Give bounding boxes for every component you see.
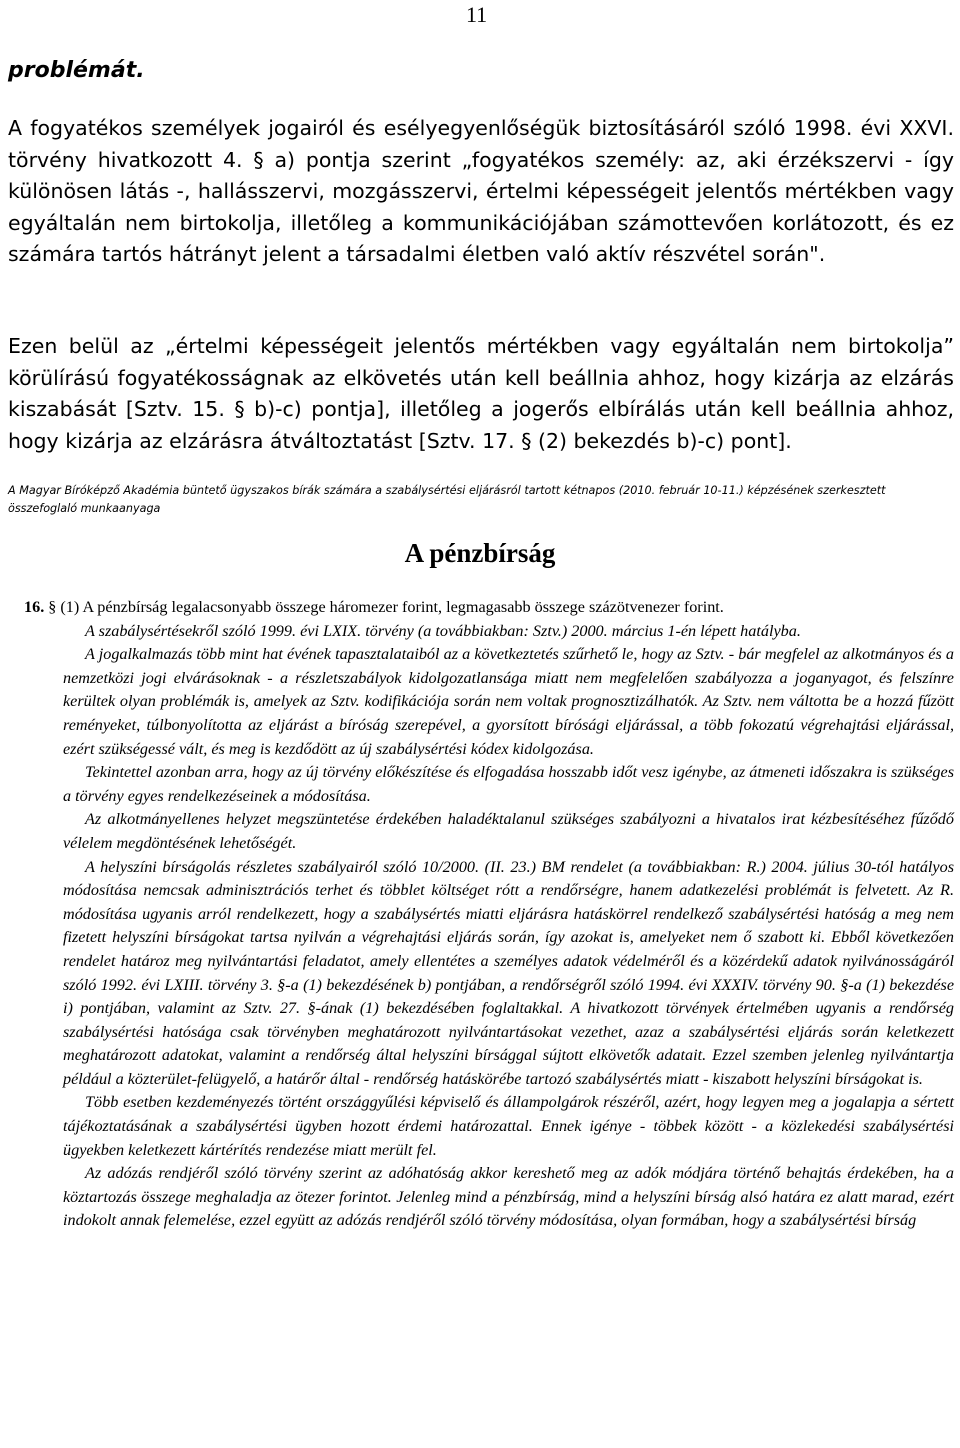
top-heading: problémát. <box>8 58 145 83</box>
commentary-paragraph: Az alkotmányellenes helyzet megszüntetése érdekében haladéktalanul szükséges szabályozni a hivatalos irat kézbesítéséhez fűződő vélelem megdöntésének lehetőségét. <box>63 810 954 852</box>
paragraph-intellectual-disability: Ezen belül az „értelmi képességeit jelentős mértékben vagy egyáltalán nem birtokolja” körülírású fogyatékosságnak az elkövetés után kell beállnia ahhoz, hogy kizárja az elzárás kiszabását [Sztv. 15. § b)-c) pontja], illetőleg a jogerős elbírálás után kell beállnia ahhoz, hogy kizárja az elzárásra átváltoztatást [Sztv. 17. § (2) bekezdés b)-c) pont]. <box>8 334 954 453</box>
section-paragraph <box>24 596 954 620</box>
commentary-paragraph: Tekintettel azonban arra, hogy az új törvény előkészítése és elfogadása hosszabb időt vesz igénybe, az átmeneti időszakra is szükséges a törvény egyes rendelkezéseinek a módosítása. <box>63 763 954 805</box>
commentary-paragraph: Az adózás rendjéről szóló törvény szerint az adóhatóság akkor kereshető meg az adók módjára történő behajtás érdekében, ha a köztartozás összege meghaladja az ötezer forintot. Jelenleg mind a pénzbírság, mind a helyszíni bírság alsó határa ez alatt marad, ezért indokolt annak felemelése, ezzel együtt az adózás rendjéről szóló törvény módosítása, olyan formában, hogy a szabálysértési bírság <box>63 1164 954 1230</box>
commentary-paragraph: Több esetben kezdeményezés történt országgyűlési képviselő és állampolgárok részéről, azért, hogy legyen meg a jogalapja a sértett tájékoztatásának a szabálysértési ügyben hozott érdemi határozattal. Ennek igénye - többek között - a közlekedési szabálysértési ügyekben keletkezett kártérítés rendezése miatt merült fel. <box>63 1093 954 1159</box>
page-number: 11 <box>466 2 488 27</box>
section-text: § (1) A pénzbírság legalacsonyabb összege háromezer forint, legmagasabb összege százötvenezer forint. <box>44 598 724 616</box>
commentary-paragraph: A szabálysértésekről szóló 1999. évi LXIX. törvény (a továbbiakban: Sztv.) 2000. március 1-én lépett hatályba. <box>85 621 801 640</box>
section-number: 16. <box>24 598 45 616</box>
paragraph-definition: A fogyatékos személyek jogairól és esélyegyenlőségük biztosításáról szóló 1998. évi XXVI. törvény hivatkozott 4. § a) pontja szerint „fogyatékos személy: az, aki érzékszervi - így különösen látás -, hallásszervi, mozgásszervi, értelmi képességeit jelentős mértékben vagy egyáltalán nem birtokolja, illetőleg a kommunikációjában számottevően korlátozott, és ez számára tartós hátrányt jelent a társadalmi életben való aktív részvétel során". <box>8 116 954 267</box>
commentary-block <box>24 596 954 1233</box>
footnote: A Magyar Bíróképző Akadémia büntető ügyszakos bírák számára a szabálysértési eljárásról tartott kétnapos (2010. február 10-11.) képzésének szerkesztett összefoglaló munkaanyaga <box>8 484 886 515</box>
commentary-paragraph: A jogalkalmazás több mint hat évének tapasztalataiból az a következtetés szűrhető le, hogy az Sztv. - bár megfelel az alkotmányos és a nemzetközi jogi elvárásoknak - a részletszabályok kidolgozatlansága miatt nem megfelelően szabályozza a joganyagot, és felszínre kerültek olyan problémák is, amelyek az Sztv. kodifikációja során nem voltak prognosztizálhatók. Az Sztv. nem váltotta be a hozzá fűzött reményeket, túlbonyolította az eljárást a bíróság szerepével, a gyorsított bírósági eljárással, a több fokozatú végrehajtási eljárással, ezért szükségessé vált, és meg is kezdődött az új szabálysértési kódex kidolgozása. <box>63 645 954 758</box>
commentary-paragraph: A helyszíni bírságolás részletes szabályairól szóló 10/2000. (II. 23.) BM rendelet (a továbbiakban: R.) 2004. július 30-tól hatályos módosítása nemcsak adminisztrációs terhet és többlet költséget rótt a rendőrségre, hanem adatkezelési problémát is felvetett. Az R. módosítása ugyanis arról rendelkezett, hogy a szabálysértés miatti eljárásra hatáskörrel rendelkező szabálysértési hatóság a meg nem fizetett helyszíni bírságokat tartsa nyilván a végrehajtási eljárás során, így azokat is, amelyeket nem ő szabott ki. Ebből következően rendelet határoz meg nyilvántartási feladatot, amely ellentétes a személyes adatok védelméről és a közérdekű adatok nyilvánosságáról szóló 1992. évi LXIII. törvény 3. §-a (1) bekezdésének b) pontjában, a rendőrségről szóló 1994. évi XXXIV. törvény 90. §-a (1) bekezdése i) pontjában, valamint az Sztv. 27. §-ának (1) bekezdésében foglaltakkal. A hivatkozott törvények értelmében ugyanis a rendőrség szabálysértési hatósága csak törvényben meghatározott nyilvántartásokat vezethet, azaz a szabálysértési eljárás során keletkezett meghatározott adatokat, valamint a rendőrség által helyszíni bírsággal sújtott elkövetők adatait. Ezzel szemben jelenleg nyilvántartja például a közterület-felügyelő, a határőr által - rendőrség hatáskörébe tartozó szabálysértés miatt - kiszabott helyszíni bírságokat is. <box>63 857 954 1088</box>
section-title: A pénzbírság <box>404 538 556 568</box>
